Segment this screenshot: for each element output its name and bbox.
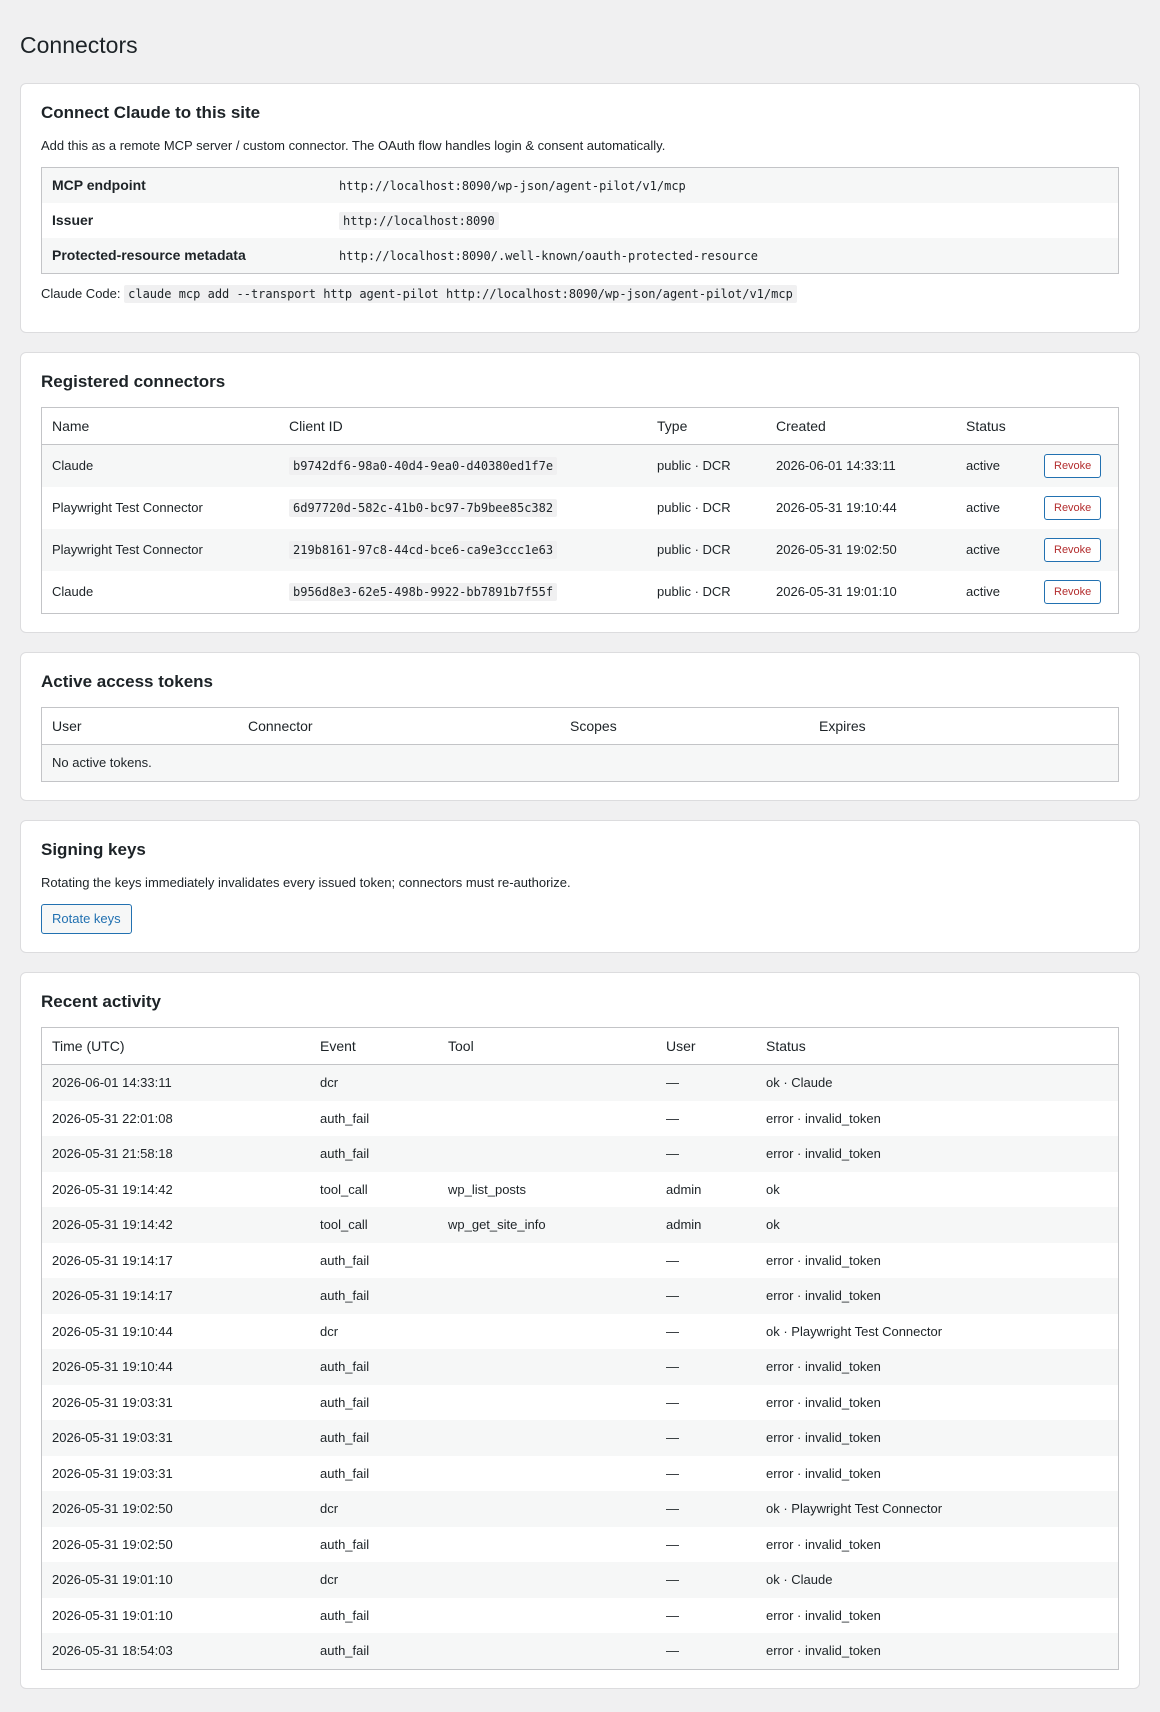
activity-event: auth_fail xyxy=(320,1110,370,1126)
activity-tool xyxy=(438,1314,656,1350)
table-row xyxy=(42,1420,1119,1456)
recent-activity-card xyxy=(20,972,1140,1689)
table-row xyxy=(42,444,1119,487)
connector-status: active xyxy=(966,458,1000,474)
activity-tool xyxy=(438,1065,656,1101)
activity-status: ok · Claude xyxy=(766,1075,833,1091)
column-header: Name xyxy=(42,407,280,444)
activity-time: 2026-05-31 22:01:08 xyxy=(52,1110,173,1126)
signing-heading: Signing keys xyxy=(41,839,146,859)
activity-user: — xyxy=(666,1075,679,1091)
column-header: Type xyxy=(647,407,766,444)
revoke-button[interactable]: Revoke xyxy=(1044,454,1101,478)
column-header: User xyxy=(42,707,239,744)
signing-description: Rotating the keys immediately invalidates every issued token; connectors must re-authorize. xyxy=(41,874,571,890)
activity-time: 2026-05-31 18:54:03 xyxy=(52,1643,173,1659)
connector-status: active xyxy=(966,500,1000,516)
activity-event: auth_fail xyxy=(320,1288,370,1304)
connect-card xyxy=(20,83,1140,333)
table-row xyxy=(42,1278,1119,1314)
activity-status: error · invalid_token xyxy=(766,1110,881,1126)
activity-time: 2026-05-31 19:10:44 xyxy=(52,1359,173,1375)
activity-status: ok xyxy=(766,1181,780,1197)
activity-tool xyxy=(438,1633,656,1669)
activity-time: 2026-05-31 19:10:44 xyxy=(52,1323,173,1339)
table-header-row xyxy=(42,1028,1119,1065)
column-header: Client ID xyxy=(279,407,647,444)
activity-event: auth_fail xyxy=(320,1430,370,1446)
activity-event: auth_fail xyxy=(320,1536,370,1552)
activity-event: dcr xyxy=(320,1501,339,1517)
activity-status: error · invalid_token xyxy=(766,1288,881,1304)
tokens-heading: Active access tokens xyxy=(41,671,213,691)
activity-user: — xyxy=(666,1430,679,1446)
revoke-button[interactable]: Revoke xyxy=(1044,580,1101,604)
activity-tool xyxy=(438,1562,656,1598)
activity-time: 2026-05-31 19:14:42 xyxy=(52,1181,173,1197)
activity-status: ok · Playwright Test Connector xyxy=(766,1323,943,1339)
activity-user: admin xyxy=(666,1181,702,1197)
activity-time: 2026-05-31 19:02:50 xyxy=(52,1536,173,1552)
activity-time: 2026-05-31 19:03:31 xyxy=(52,1430,173,1446)
connect-heading: Connect Claude to this site xyxy=(41,102,261,122)
claude-code-label: Claude Code: xyxy=(41,285,121,301)
column-header: User xyxy=(656,1028,756,1065)
table-row xyxy=(42,1385,1119,1421)
activity-time: 2026-05-31 21:58:18 xyxy=(52,1146,173,1162)
endpoint-value[interactable]: http://localhost:8090/.well-known/oauth-protected-resource xyxy=(339,249,759,264)
connector-created: 2026-06-01 14:33:11 xyxy=(776,458,896,474)
activity-tool xyxy=(438,1491,656,1527)
table-row xyxy=(42,1101,1119,1137)
column-header: Status xyxy=(956,407,1034,444)
connector-type: public · DCR xyxy=(657,542,731,558)
connector-status: active xyxy=(966,542,1000,558)
table-row xyxy=(42,571,1119,614)
activity-time: 2026-05-31 19:03:31 xyxy=(52,1465,173,1481)
activity-tool xyxy=(438,1598,656,1634)
activity-event: tool_call xyxy=(320,1217,368,1233)
activity-user: — xyxy=(666,1643,679,1659)
activity-status: ok · Playwright Test Connector xyxy=(766,1501,943,1517)
access-tokens-card xyxy=(20,652,1140,801)
table-row xyxy=(42,1207,1119,1243)
table-row xyxy=(42,1598,1119,1634)
activity-status: ok · Claude xyxy=(766,1572,833,1588)
activity-user: — xyxy=(666,1359,679,1375)
activity-status: error · invalid_token xyxy=(766,1359,881,1375)
activity-user: admin xyxy=(666,1217,702,1233)
activity-tool xyxy=(438,1527,656,1563)
activity-user: — xyxy=(666,1110,679,1126)
activity-event: auth_fail xyxy=(320,1394,370,1410)
connector-created: 2026-05-31 19:02:50 xyxy=(776,542,897,558)
activity-event: dcr xyxy=(320,1323,339,1339)
activity-event: dcr xyxy=(320,1572,339,1588)
table-row xyxy=(42,1349,1119,1385)
endpoint-table xyxy=(41,167,1119,274)
activity-status: error · invalid_token xyxy=(766,1536,881,1552)
revoke-button[interactable]: Revoke xyxy=(1044,538,1101,562)
column-header: Created xyxy=(766,407,956,444)
activity-status: error · invalid_token xyxy=(766,1607,881,1623)
activity-tool xyxy=(438,1456,656,1492)
claude-code-line xyxy=(41,286,1119,301)
connector-type: public · DCR xyxy=(657,458,731,474)
table-row xyxy=(42,1527,1119,1563)
activity-tool xyxy=(438,1278,656,1314)
endpoint-row-metadata xyxy=(42,238,1119,274)
client-id: b9742df6-98a0-40d4-9ea0-d40380ed1f7e xyxy=(289,457,557,475)
table-header-row xyxy=(42,407,1119,444)
revoke-button[interactable]: Revoke xyxy=(1044,496,1101,520)
column-header xyxy=(1034,407,1119,444)
connect-description: Add this as a remote MCP server / custom connector. The OAuth flow handles login & consent automatically. xyxy=(41,137,666,153)
table-row xyxy=(42,529,1119,571)
activity-tool xyxy=(438,1136,656,1172)
connector-created: 2026-05-31 19:01:10 xyxy=(776,584,897,600)
activity-event: tool_call xyxy=(320,1181,368,1197)
activity-event: dcr xyxy=(320,1075,339,1091)
connector-created: 2026-05-31 19:10:44 xyxy=(776,500,897,516)
rotate-keys-button[interactable]: Rotate keys xyxy=(41,904,132,934)
activity-event: auth_fail xyxy=(320,1465,370,1481)
endpoint-value[interactable]: http://localhost:8090/wp-json/agent-pilot/v1/mcp xyxy=(339,179,686,194)
activity-status: ok xyxy=(766,1217,780,1233)
table-row xyxy=(42,1243,1119,1279)
activity-tool xyxy=(438,1243,656,1279)
endpoint-row-issuer xyxy=(42,203,1119,238)
table-row xyxy=(42,1456,1119,1492)
activity-tool: wp_get_site_info xyxy=(448,1217,546,1233)
activity-status: error · invalid_token xyxy=(766,1252,881,1268)
activity-status: error · invalid_token xyxy=(766,1394,881,1410)
registered-connectors-card xyxy=(20,352,1140,633)
registered-heading: Registered connectors xyxy=(41,371,226,391)
activity-user: — xyxy=(666,1607,679,1623)
activity-tool xyxy=(438,1101,656,1137)
activity-user: — xyxy=(666,1146,679,1162)
connector-status: active xyxy=(966,584,1000,600)
activity-time: 2026-05-31 19:01:10 xyxy=(52,1607,173,1623)
endpoint-value[interactable]: http://localhost:8090 xyxy=(339,212,499,230)
column-header: Scopes xyxy=(560,707,809,744)
column-header: Connector xyxy=(238,707,560,744)
activity-event: auth_fail xyxy=(320,1359,370,1375)
activity-tool: wp_list_posts xyxy=(448,1181,527,1197)
activity-heading: Recent activity xyxy=(41,991,161,1011)
table-row xyxy=(42,1633,1119,1669)
activity-status: error · invalid_token xyxy=(766,1146,881,1162)
connectors-table xyxy=(41,407,1119,614)
column-header: Tool xyxy=(438,1028,656,1065)
activity-time: 2026-05-31 19:03:31 xyxy=(52,1394,173,1410)
endpoint-row-mcp xyxy=(42,167,1119,203)
activity-status: error · invalid_token xyxy=(766,1430,881,1446)
activity-status: error · invalid_token xyxy=(766,1643,881,1659)
endpoint-key: MCP endpoint xyxy=(52,177,146,194)
tokens-table xyxy=(41,707,1119,782)
connector-type: public · DCR xyxy=(657,584,731,600)
activity-time: 2026-05-31 19:14:17 xyxy=(52,1288,173,1304)
connector-name: Playwright Test Connector xyxy=(52,500,203,516)
table-row xyxy=(42,1136,1119,1172)
claude-code-command[interactable]: claude mcp add --transport http agent-pilot http://localhost:8090/wp-json/agent-pilot/v1/mcp xyxy=(124,285,797,303)
activity-user: — xyxy=(666,1288,679,1304)
activity-user: — xyxy=(666,1501,679,1517)
activity-tool xyxy=(438,1420,656,1456)
signing-keys-card xyxy=(20,820,1140,953)
table-row xyxy=(42,1491,1119,1527)
connector-name: Playwright Test Connector xyxy=(52,542,203,558)
connector-name: Claude xyxy=(52,584,94,600)
table-row xyxy=(42,1065,1119,1101)
empty-tokens-message: No active tokens. xyxy=(52,755,152,771)
table-row xyxy=(42,1562,1119,1598)
activity-time: 2026-05-31 19:14:17 xyxy=(52,1252,173,1268)
column-header: Expires xyxy=(809,707,1119,744)
activity-event: auth_fail xyxy=(320,1252,370,1268)
activity-time: 2026-05-31 19:02:50 xyxy=(52,1501,173,1517)
activity-event: auth_fail xyxy=(320,1643,370,1659)
client-id: 6d97720d-582c-41b0-bc97-7b9bee85c382 xyxy=(289,499,557,517)
activity-user: — xyxy=(666,1572,679,1588)
client-id: b956d8e3-62e5-498b-9922-bb7891b7f55f xyxy=(289,583,557,601)
table-header-row xyxy=(42,707,1119,744)
table-row xyxy=(42,1314,1119,1350)
activity-time: 2026-06-01 14:33:11 xyxy=(52,1075,172,1091)
activity-user: — xyxy=(666,1323,679,1339)
activity-user: — xyxy=(666,1536,679,1552)
activity-event: auth_fail xyxy=(320,1607,370,1623)
activity-time: 2026-05-31 19:14:42 xyxy=(52,1217,173,1233)
connector-type: public · DCR xyxy=(657,500,731,516)
activity-table xyxy=(41,1027,1119,1670)
table-row xyxy=(42,1172,1119,1208)
table-row xyxy=(42,744,1119,781)
table-row xyxy=(42,487,1119,529)
column-header: Time (UTC) xyxy=(42,1028,311,1065)
page-title: Connectors xyxy=(20,32,138,58)
client-id: 219b8161-97c8-44cd-bce6-ca9e3ccc1e63 xyxy=(289,541,557,559)
column-header: Event xyxy=(310,1028,438,1065)
column-header: Status xyxy=(756,1028,1119,1065)
activity-user: — xyxy=(666,1394,679,1410)
activity-tool xyxy=(438,1349,656,1385)
activity-event: auth_fail xyxy=(320,1146,370,1162)
activity-status: error · invalid_token xyxy=(766,1465,881,1481)
activity-user: — xyxy=(666,1465,679,1481)
activity-tool xyxy=(438,1385,656,1421)
activity-user: — xyxy=(666,1252,679,1268)
endpoint-key: Protected-resource metadata xyxy=(52,247,246,264)
endpoint-key: Issuer xyxy=(52,212,94,229)
connector-name: Claude xyxy=(52,458,94,474)
activity-time: 2026-05-31 19:01:10 xyxy=(52,1572,173,1588)
